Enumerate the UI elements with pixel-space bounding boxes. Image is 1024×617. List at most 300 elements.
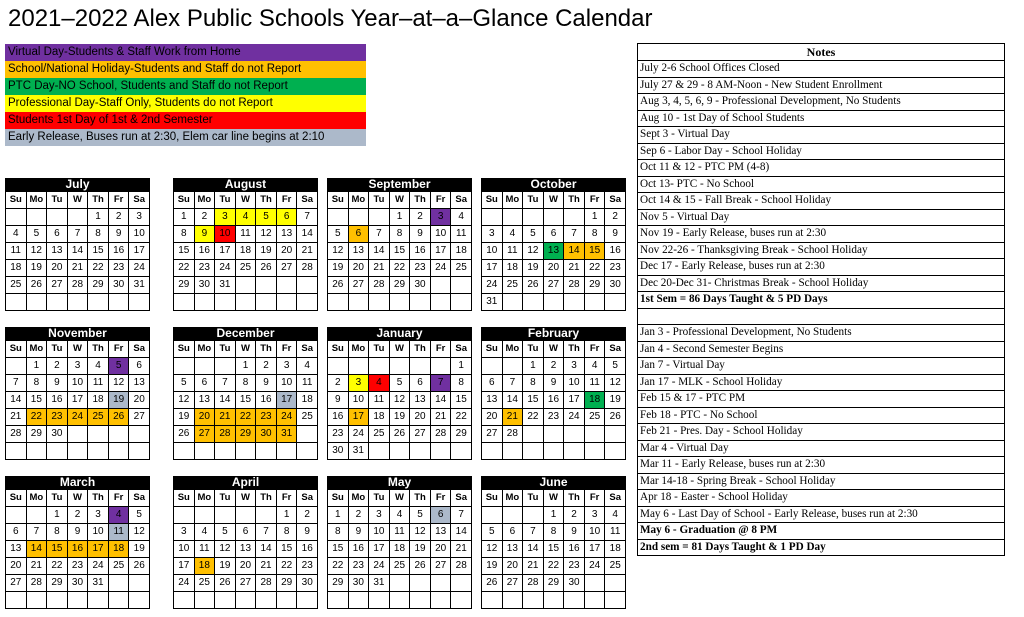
day-cell: 22	[47, 558, 68, 575]
day-cell: 7	[451, 507, 472, 524]
empty-cell	[503, 507, 524, 524]
empty-cell	[605, 575, 626, 592]
month-april	[173, 476, 318, 609]
day-cell: 24	[129, 260, 150, 277]
note-item: Sep 6 - Labor Day - School Holiday	[638, 144, 1004, 161]
empty-cell	[236, 507, 257, 524]
day-cell: 19	[605, 392, 626, 409]
day-cell: 17	[585, 541, 606, 558]
day-cell: 23	[349, 558, 370, 575]
empty-cell	[277, 592, 298, 609]
month-grid	[481, 191, 626, 311]
weekday-header: Fr	[277, 490, 298, 507]
empty-cell	[523, 443, 544, 460]
empty-cell	[523, 592, 544, 609]
weekday-header: Fr	[109, 490, 130, 507]
note-item: Nov 22-26 - Thanksgiving Break - School Holiday	[638, 243, 1004, 260]
day-cell: 29	[585, 277, 606, 294]
empty-cell	[585, 575, 606, 592]
day-cell: 5	[27, 226, 48, 243]
day-cell: 11	[109, 524, 130, 541]
empty-cell	[410, 575, 431, 592]
empty-cell	[256, 443, 277, 460]
day-cell: 18	[585, 392, 606, 409]
day-cell: 24	[349, 426, 370, 443]
empty-cell	[482, 507, 503, 524]
empty-cell	[277, 443, 298, 460]
day-cell: 21	[564, 260, 585, 277]
empty-cell	[129, 592, 150, 609]
day-cell: 14	[503, 392, 524, 409]
day-cell: 8	[451, 375, 472, 392]
day-cell: 11	[6, 243, 27, 260]
empty-cell	[431, 294, 452, 311]
empty-cell	[328, 294, 349, 311]
day-cell: 30	[109, 277, 130, 294]
day-cell: 21	[27, 558, 48, 575]
empty-cell	[195, 294, 216, 311]
day-cell: 25	[390, 558, 411, 575]
empty-cell	[174, 294, 195, 311]
day-cell: 15	[236, 392, 257, 409]
day-cell: 19	[256, 243, 277, 260]
empty-cell	[109, 294, 130, 311]
day-cell: 11	[390, 524, 411, 541]
empty-cell	[431, 592, 452, 609]
empty-cell	[236, 294, 257, 311]
day-cell: 28	[369, 277, 390, 294]
day-cell: 16	[256, 392, 277, 409]
day-cell: 20	[482, 409, 503, 426]
empty-cell	[129, 294, 150, 311]
empty-cell	[328, 209, 349, 226]
day-cell: 3	[277, 358, 298, 375]
day-cell: 27	[236, 575, 257, 592]
day-cell: 26	[523, 277, 544, 294]
weekday-header: Mo	[503, 490, 524, 507]
empty-cell	[27, 294, 48, 311]
day-cell: 6	[349, 226, 370, 243]
day-cell: 4	[451, 209, 472, 226]
day-cell: 28	[523, 575, 544, 592]
day-cell: 12	[523, 243, 544, 260]
day-cell: 26	[129, 558, 150, 575]
month-title: February	[481, 327, 626, 340]
month-grid	[5, 489, 150, 609]
note-item: Feb 18 - PTC - No School	[638, 408, 1004, 425]
day-cell: 9	[349, 524, 370, 541]
weekday-header: Tu	[47, 341, 68, 358]
day-cell: 23	[544, 409, 565, 426]
empty-cell	[109, 575, 130, 592]
day-cell: 5	[605, 358, 626, 375]
empty-cell	[297, 426, 318, 443]
empty-cell	[564, 294, 585, 311]
day-cell: 25	[585, 409, 606, 426]
day-cell: 26	[605, 409, 626, 426]
day-cell: 8	[390, 226, 411, 243]
month-grid	[327, 340, 472, 460]
month-title: July	[5, 178, 150, 191]
day-cell: 13	[544, 243, 565, 260]
day-cell: 19	[410, 541, 431, 558]
day-cell: 21	[523, 558, 544, 575]
note-item: Aug 3, 4, 5, 6, 9 - Professional Development, No Students	[638, 94, 1004, 111]
day-cell: 8	[544, 524, 565, 541]
empty-cell	[390, 592, 411, 609]
weekday-header: Mo	[195, 341, 216, 358]
day-cell: 31	[349, 443, 370, 460]
day-cell: 19	[482, 558, 503, 575]
day-cell: 8	[88, 226, 109, 243]
day-cell: 16	[605, 243, 626, 260]
note-item: Oct 13- PTC - No School	[638, 177, 1004, 194]
weekday-header: Tu	[215, 192, 236, 209]
day-cell: 12	[328, 243, 349, 260]
empty-cell	[564, 209, 585, 226]
day-cell: 1	[451, 358, 472, 375]
day-cell: 2	[349, 507, 370, 524]
note-item: Mar 11 - Early Release, buses run at 2:30	[638, 457, 1004, 474]
weekday-header: Su	[174, 341, 195, 358]
day-cell: 22	[390, 260, 411, 277]
day-cell: 3	[585, 507, 606, 524]
day-cell: 1	[88, 209, 109, 226]
day-cell: 3	[431, 209, 452, 226]
note-item: Oct 14 & 15 - Fall Break - School Holiday	[638, 193, 1004, 210]
empty-cell	[369, 209, 390, 226]
day-cell: 11	[585, 375, 606, 392]
day-cell: 9	[544, 375, 565, 392]
day-cell: 26	[174, 426, 195, 443]
weekday-header: Mo	[27, 490, 48, 507]
day-cell: 14	[431, 392, 452, 409]
day-cell: 20	[349, 260, 370, 277]
day-cell: 19	[328, 260, 349, 277]
day-cell: 17	[277, 392, 298, 409]
empty-cell	[68, 592, 89, 609]
day-cell: 30	[47, 426, 68, 443]
day-cell: 31	[482, 294, 503, 311]
day-cell: 9	[564, 524, 585, 541]
day-cell: 12	[482, 541, 503, 558]
empty-cell	[523, 294, 544, 311]
day-cell: 20	[129, 392, 150, 409]
day-cell: 12	[215, 541, 236, 558]
day-cell: 13	[410, 392, 431, 409]
weekday-header: Th	[88, 490, 109, 507]
day-cell: 1	[27, 358, 48, 375]
day-cell: 15	[174, 243, 195, 260]
day-cell: 20	[544, 260, 565, 277]
day-cell: 15	[328, 541, 349, 558]
day-cell: 20	[277, 243, 298, 260]
day-cell: 4	[585, 358, 606, 375]
legend-item-holiday: School/National Holiday-Students and Staff do not Report	[5, 61, 366, 78]
weekday-header: Fr	[277, 192, 298, 209]
day-cell: 19	[174, 409, 195, 426]
day-cell: 28	[431, 426, 452, 443]
day-cell: 20	[410, 409, 431, 426]
note-item: Oct 11 & 12 - PTC PM (4-8)	[638, 160, 1004, 177]
day-cell: 17	[174, 558, 195, 575]
day-cell: 6	[6, 524, 27, 541]
month-grid	[173, 191, 318, 311]
day-cell: 29	[451, 426, 472, 443]
empty-cell	[564, 443, 585, 460]
empty-cell	[236, 277, 257, 294]
day-cell: 2	[195, 209, 216, 226]
empty-cell	[68, 426, 89, 443]
day-cell: 16	[328, 409, 349, 426]
month-title: October	[481, 178, 626, 191]
note-item: Dec 17 - Early Release, buses run at 2:30	[638, 259, 1004, 276]
day-cell: 15	[544, 541, 565, 558]
day-cell: 24	[88, 558, 109, 575]
day-cell: 6	[482, 375, 503, 392]
note-item: Aug 10 - 1st Day of School Students	[638, 111, 1004, 128]
empty-cell	[544, 592, 565, 609]
empty-cell	[369, 358, 390, 375]
empty-cell	[410, 358, 431, 375]
day-cell: 8	[328, 524, 349, 541]
day-cell: 22	[544, 558, 565, 575]
weekday-header: Tu	[369, 341, 390, 358]
empty-cell	[431, 277, 452, 294]
weekday-header: W	[544, 192, 565, 209]
weekday-header: Sa	[605, 490, 626, 507]
day-cell: 24	[482, 277, 503, 294]
day-cell: 14	[256, 541, 277, 558]
month-december	[173, 327, 318, 460]
day-cell: 9	[47, 375, 68, 392]
weekday-header: W	[68, 341, 89, 358]
day-cell: 28	[451, 558, 472, 575]
empty-cell	[174, 358, 195, 375]
weekday-header: Fr	[109, 341, 130, 358]
weekday-header: Fr	[109, 192, 130, 209]
day-cell: 10	[431, 226, 452, 243]
weekday-header: Sa	[605, 192, 626, 209]
day-cell: 4	[6, 226, 27, 243]
day-cell: 22	[174, 260, 195, 277]
month-title: June	[481, 476, 626, 489]
day-cell: 2	[328, 375, 349, 392]
day-cell: 12	[109, 375, 130, 392]
empty-cell	[6, 592, 27, 609]
day-cell: 23	[564, 558, 585, 575]
day-cell: 8	[277, 524, 298, 541]
day-cell: 10	[482, 243, 503, 260]
weekday-header: Fr	[431, 490, 452, 507]
empty-cell	[297, 294, 318, 311]
empty-cell	[482, 592, 503, 609]
empty-cell	[349, 294, 370, 311]
day-cell: 19	[390, 409, 411, 426]
empty-cell	[195, 443, 216, 460]
notes-panel	[637, 43, 1005, 556]
day-cell: 30	[328, 443, 349, 460]
day-cell: 18	[605, 541, 626, 558]
month-february	[481, 327, 626, 460]
weekday-header: W	[68, 192, 89, 209]
month-grid	[5, 191, 150, 311]
empty-cell	[503, 294, 524, 311]
empty-cell	[369, 294, 390, 311]
empty-cell	[215, 507, 236, 524]
day-cell: 1	[585, 209, 606, 226]
weekday-header: Fr	[431, 192, 452, 209]
day-cell: 10	[585, 524, 606, 541]
day-cell: 25	[236, 260, 257, 277]
notes-list	[638, 61, 1004, 555]
month-march	[5, 476, 150, 609]
day-cell: 13	[431, 524, 452, 541]
weekday-header: Sa	[129, 490, 150, 507]
weekday-header: Su	[328, 490, 349, 507]
day-cell: 2	[256, 358, 277, 375]
day-cell: 29	[544, 575, 565, 592]
day-cell: 15	[451, 392, 472, 409]
day-cell: 28	[68, 277, 89, 294]
day-cell: 11	[369, 392, 390, 409]
day-cell: 19	[109, 392, 130, 409]
empty-cell	[236, 592, 257, 609]
day-cell: 23	[68, 558, 89, 575]
empty-cell	[256, 592, 277, 609]
empty-cell	[451, 575, 472, 592]
day-cell: 29	[27, 426, 48, 443]
empty-cell	[129, 426, 150, 443]
day-cell: 22	[236, 409, 257, 426]
empty-cell	[88, 294, 109, 311]
day-cell: 22	[88, 260, 109, 277]
day-cell: 9	[605, 226, 626, 243]
day-cell: 21	[6, 409, 27, 426]
weekday-header: Su	[6, 341, 27, 358]
empty-cell	[431, 358, 452, 375]
empty-cell	[410, 592, 431, 609]
day-cell: 22	[277, 558, 298, 575]
day-cell: 16	[297, 541, 318, 558]
day-cell: 6	[129, 358, 150, 375]
empty-cell	[503, 592, 524, 609]
empty-cell	[544, 426, 565, 443]
day-cell: 26	[27, 277, 48, 294]
month-grid	[481, 340, 626, 460]
day-cell: 20	[47, 260, 68, 277]
note-item: Nov 5 - Virtual Day	[638, 210, 1004, 227]
legend-item-early: Early Release, Buses run at 2:30, Elem car line begins at 2:10	[5, 129, 366, 146]
day-cell: 11	[88, 375, 109, 392]
note-item: Mar 4 - Virtual Day	[638, 441, 1004, 458]
day-cell: 25	[451, 260, 472, 277]
empty-cell	[390, 358, 411, 375]
day-cell: 1	[328, 507, 349, 524]
weekday-header: Tu	[215, 341, 236, 358]
day-cell: 11	[451, 226, 472, 243]
empty-cell	[129, 443, 150, 460]
day-cell: 2	[47, 358, 68, 375]
empty-cell	[215, 443, 236, 460]
day-cell: 22	[451, 409, 472, 426]
day-cell: 17	[564, 392, 585, 409]
empty-cell	[482, 209, 503, 226]
day-cell: 10	[174, 541, 195, 558]
day-cell: 17	[68, 392, 89, 409]
day-cell: 25	[195, 575, 216, 592]
day-cell: 26	[482, 575, 503, 592]
weekday-header: Su	[328, 192, 349, 209]
weekday-header: W	[390, 341, 411, 358]
empty-cell	[277, 277, 298, 294]
day-cell: 15	[390, 243, 411, 260]
month-january	[327, 327, 472, 460]
empty-cell	[297, 592, 318, 609]
day-cell: 15	[523, 392, 544, 409]
day-cell: 27	[129, 409, 150, 426]
day-cell: 3	[369, 507, 390, 524]
day-cell: 31	[88, 575, 109, 592]
day-cell: 1	[277, 507, 298, 524]
empty-cell	[605, 294, 626, 311]
empty-cell	[236, 443, 257, 460]
weekday-header: Su	[6, 192, 27, 209]
weekday-header: Th	[564, 341, 585, 358]
note-item: Feb 15 & 17 - PTC PM	[638, 391, 1004, 408]
day-cell: 16	[195, 243, 216, 260]
day-cell: 17	[369, 541, 390, 558]
day-cell: 9	[297, 524, 318, 541]
day-cell: 13	[349, 243, 370, 260]
empty-cell	[195, 507, 216, 524]
empty-cell	[195, 358, 216, 375]
weekday-header: Mo	[195, 192, 216, 209]
note-item: May 6 - Graduation @ 8 PM	[638, 523, 1004, 540]
day-cell: 16	[68, 541, 89, 558]
day-cell: 16	[47, 392, 68, 409]
weekday-header: Th	[410, 490, 431, 507]
day-cell: 7	[503, 375, 524, 392]
empty-cell	[431, 443, 452, 460]
empty-cell	[523, 507, 544, 524]
empty-cell	[605, 443, 626, 460]
empty-cell	[256, 277, 277, 294]
day-cell: 29	[174, 277, 195, 294]
weekday-header: Th	[88, 192, 109, 209]
day-cell: 18	[6, 260, 27, 277]
day-cell: 7	[369, 226, 390, 243]
day-cell: 2	[68, 507, 89, 524]
day-cell: 3	[564, 358, 585, 375]
day-cell: 30	[349, 575, 370, 592]
day-cell: 18	[236, 243, 257, 260]
day-cell: 8	[585, 226, 606, 243]
day-cell: 5	[129, 507, 150, 524]
day-cell: 1	[523, 358, 544, 375]
day-cell: 31	[369, 575, 390, 592]
day-cell: 17	[482, 260, 503, 277]
weekday-header: Tu	[215, 490, 236, 507]
day-cell: 6	[431, 507, 452, 524]
day-cell: 23	[47, 409, 68, 426]
day-cell: 22	[27, 409, 48, 426]
day-cell: 4	[390, 507, 411, 524]
empty-cell	[68, 443, 89, 460]
empty-cell	[410, 443, 431, 460]
day-cell: 31	[129, 277, 150, 294]
weekday-header: Sa	[297, 490, 318, 507]
